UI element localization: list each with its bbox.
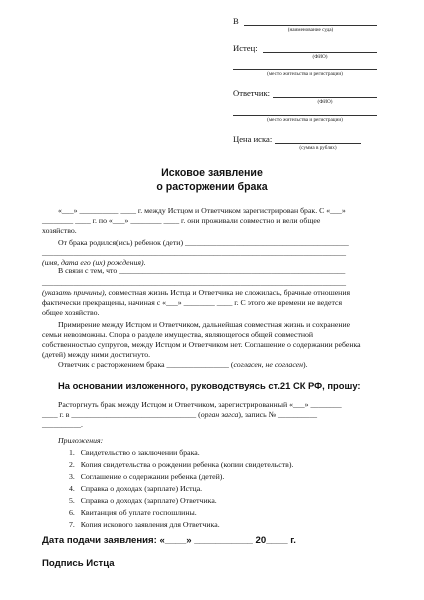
attachment-item: 4. Справка о доходах (зарплате) Истца. <box>69 484 203 493</box>
consent-options: согласен, не согласен <box>233 360 304 369</box>
request-line-3: __________. <box>42 420 83 429</box>
paragraph-children-line-1: От брака родился(ись) ребенок (дети) __________________________________________ <box>58 238 349 247</box>
paragraph-breakdown-line-1 <box>42 288 350 298</box>
paragraph-marriage-line-1: «___» __________ ____ г. между Истцом и Ответчиком зарегистрирован брак. С «___» <box>58 206 346 215</box>
paragraph-reconciliation-line-3: собственностью супругов, между Истцом и Ответчиком нет. Соглашение о содержании ребенка <box>42 340 361 349</box>
defendant-name-field[interactable] <box>273 97 377 98</box>
paragraph-reason-line-2: ______________________________________________________________________________ <box>42 278 347 287</box>
claim-price-label: Цена иска: <box>233 134 273 144</box>
attachments-heading: Приложения: <box>58 436 104 445</box>
children-caption: (имя, дата его (их) рождения). <box>42 258 146 267</box>
attachment-item: 3. Соглашение о содержании ребенка (детей). <box>69 472 225 481</box>
breakdown-text: , совместная жизнь Истца и Ответчика не сложилась, брачные отношения <box>104 288 351 297</box>
court-prefix: В <box>233 16 239 26</box>
paragraph-defendant-consent <box>58 360 308 370</box>
defendant-label: Ответчик: <box>233 88 271 98</box>
request-line-1: Расторгнуть брак между Истцом и Ответчиком, зарегистрированный «___» ________ <box>58 400 342 409</box>
request-registry-end: ), запись № __________ <box>238 410 318 419</box>
paragraph-marriage-line-3: хозяйство. <box>42 226 77 235</box>
filing-date-line: Дата подачи заявления: «____» ___________ 20____ г. <box>42 535 296 546</box>
defendant-address-caption: (место жительства и регистрации) <box>267 117 343 123</box>
paragraph-breakdown-line-2: фактически прекращены, начиная с «___» ________ ____ г. С этого же времени не ведется <box>42 298 343 307</box>
registry-office-caption: орган загса <box>200 410 239 419</box>
reason-caption: (указать причины) <box>42 288 105 297</box>
paragraph-reconciliation-line-2: семьи невозможны. Спора о разделе имущества, являющегося общей совместной <box>42 330 314 339</box>
claim-price-field[interactable] <box>275 143 361 144</box>
plaintiff-name-caption: (ФИО) <box>312 54 328 60</box>
document-title: Исковое заявление <box>161 167 263 179</box>
paragraph-reconciliation-line-1: Примирение между Истцом и Ответчиком, дальнейшая совместная жизнь и сохранение <box>58 320 351 329</box>
attachment-item: 5. Справка о доходах (зарплате) Ответчика. <box>69 496 217 505</box>
paragraph-breakdown-line-3: общее хозяйство. <box>42 308 100 317</box>
paragraph-reconciliation-line-4: (детей) между ними достигнуто. <box>42 350 151 359</box>
plaintiff-label: Истец: <box>233 43 258 53</box>
attachment-item: 2. Копия свидетельства о рождении ребенка (копии свидетельств). <box>69 460 294 469</box>
attachment-item: 1. Свидетельство о заключении брака. <box>69 448 200 457</box>
court-caption: (наименование суда) <box>287 27 334 33</box>
paragraph-marriage-line-2: ________ ____ г. по «___» ________ ____ г. они проживали совместно и вели общее <box>42 216 321 225</box>
plaintiff-address-field[interactable] <box>233 69 377 70</box>
consent-text-start: Ответчик с расторжением брака ________________ ( <box>58 360 234 369</box>
document-subtitle: о расторжении брака <box>156 181 268 193</box>
defendant-address-field[interactable] <box>233 115 377 116</box>
court-name-field[interactable] <box>244 25 377 26</box>
claim-price-caption: (сумма в рублях) <box>299 145 337 151</box>
attachment-item: 6. Квитанция об уплате госпошлины. <box>69 508 197 517</box>
consent-text-end: ). <box>303 360 308 369</box>
request-line-2 <box>42 410 317 420</box>
plaintiff-name-field[interactable] <box>263 52 377 53</box>
legal-basis-heading: На основании изложенного, руководствуясь ст.21 СК РФ, прошу: <box>58 380 361 391</box>
paragraph-reason-line-1: В связи с тем, что __________________________________________________________ <box>58 266 346 275</box>
plaintiff-signature: Подпись Истца <box>42 558 115 569</box>
plaintiff-address-caption: (место жительства и регистрации) <box>267 71 343 77</box>
paragraph-children-line-2: ______________________________________________________________________________ <box>42 248 347 257</box>
attachment-item: 7. Копия искового заявления для Ответчика. <box>69 520 220 529</box>
defendant-name-caption: (ФИО) <box>317 99 333 105</box>
request-registry-start: ____ г. в ________________________________ ( <box>42 410 201 419</box>
